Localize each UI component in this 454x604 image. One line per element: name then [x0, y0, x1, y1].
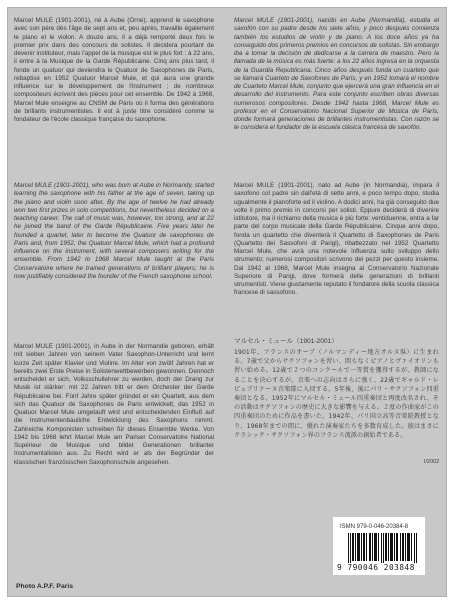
barcode-number: 9 790046 203848: [337, 563, 415, 572]
barcode-bars: [348, 533, 418, 563]
ismn-label: ISMN 979-0-046-20384-8: [340, 524, 409, 530]
bio-german: Marcel MULE (1901-2001), in Aube in der Normandie geboren, erhält mit sieben Jahren von seinem Vater Saxophon-Unterricht und lernt kurze Zeit später Klavier und Violine. Im Alter von zwölf Jahren hat er bereits zwei Erste Preise in Solistenwettbewerben gewonnen. Dennoch entscheidet er sich, Volksschullehrer zu werden, doch der Drang zur Musik ist stärker: mit 22 Jahren tritt er dem Orchester der Garde Républicaine bei. Fünf Jahre später gründet er ein Quartett, aus dem sich das Quatuor de Saxophones de Paris entwickelt, das 1952 in Quatuor Marcel Mule umgetauft wird und entscheidenden Einfluß auf die Instrumentenbauliche Entwicklung des Saxophons nimmt. Zahlreiche Komponisten schreiben für dieses Ensemble Werke. Von 1942 bis 1968 lehrt Marcel Mule am Pariser Conservatoire National Supérieur de Musique und bildet Generationen brillanter Instrumentalisten aus. Zu Recht wird er als der Begründer der klassischen französischen Saxophonschule angesehen.: [14, 343, 214, 466]
bio-italian: Marcel MULE (1901-2001), nato ad Aube (in Normandia), impara il saxofono col padre sin dall'età di sette anni, e poco tempo dopo, studia ugualmente il pianoforte ed il violino. A dodici anni, ha già conseguito due volte il primo premio in concorsi per solisti. Eppure deciderà di divenire istitutore, ma il richiamo della musica è più forte: ventiduenne, entra a far parte del corpo musicale della Garde Républicaine. Cinque anni dopo, fonda un quartetto che diventerà il Quartetto di Saxophones de Paris (Quartetto dei Sassofoni di Parigi), ribattezzato nel 1952 Quartetto Marcel Mule, che avrà una notevole influenza sullo sviluppo dello strumento; numerosi compositori scrivono dei pezzi per questo insieme. Dal 1942 al 1968, Marcel Mule insegna al Conservatorio Nazionale Superiore di Parigi, dove formerà delle generazioni di brillanti strumentisti. Viene giustamente reputato il fondatore della scuola classica francese di sassofono.: [234, 182, 439, 297]
bio-french: Marcel MULE (1901-2001), né à Aube (Orne), apprend le saxophone avec son père dès l'âge de sept ans et, peu après, travaille également le piano et le violon. A douze ans, il a déjà remporté deux fois le premier prix dans des concours de solistes. Il décidera pourtant de devenir instituteur, mais l'appel de la musique est le plus fort : à 22 ans, il entre à la Musique de la Garde Républicaine. Cinq ans plus tard, il fonde un quatuor qui deviendra le Quatuor de Saxophones de Paris, rebaptisé en 1952 Quatuor Marcel Mule, et qui aura une grande influence sur le développement de l'instrument ; de nombreux compositeurs écrivent des pièces pour cet ensemble. De 1942 à 1968, Marcel Mule enseigne au CNSM de Paris où il forma des générations de brillants instrumentistes. Il est à juste titre considéré comme le fondateur de l'école classique française du saxophone.: [14, 17, 214, 123]
back-cover-page: [7, 7, 447, 597]
bio-spanish: Marcel MULE (1901-2001), nacido en Aube (Normandía), estudia el saxofón con su padre desde los siete años, y poco después comienza también los estudios de violín y de piano. A los doce años ya ha conseguido dos primeros premios en concursos de solistas. Sin embargo iba a tomar la decisión de dedicarse a la carrera de maestro. Pero la llamada de la música es más fuerte: a los 22 años ingresa en la orquesta de la Guardia Republicana. Cinco años después funda un cuarteto que se llamará Cuarteto de Saxofones de París, y en 1952 tomará el nombre de Cuarteto Marcel Mule, conjunto que ejercerá una gran influencia en el desarrollo del instrumento. Para este conjunto escriben obras diversas numerosos compositores. Desde 1942 hasta 1968, Marcel Mule es profesor en el Conservatorio Nacional Superior de Música de París, donde formará generaciones de brillantes instrumentistas. Con razón se le considera el fundador de la escuela clásica francesa de saxofón.: [234, 17, 439, 132]
bio-english: Marcel MULE (1901-2001), who was born at Aube in Normandy, started learning the saxophone with his father at the age of seven, taking up the piano and violin soon after. By the age of twelve he had already won two first prizes in solo competitions, but nevertheless decided on a teaching career. The call of music was, however, too strong, and at 22 he joined the band of the Garde Républicaine. Five years later he founded a quartet, later to become the Quatuor de saxophones de Paris and, from 1952, the Quatuor Marcel Mule, which had a profound influence on the instrument, with several composers writing for the ensemble. From 1942 to 1968 Marcel Mule taught at the Paris Conservatoire where he trained generations of brilliant players; he is now justifiably considered the founder of the French saxophone school.: [14, 182, 214, 280]
bio-japanese-title: マルセル・ミュール（1901-2001）: [234, 338, 338, 345]
bio-japanese: 1901年、フランスのオーブ（ノルマンディー地方オルヌ県）に生まれる。7歳で父からサクソフォンを習い、間もなくピアノとヴァイオリンも習い始める。12歳で２つのコンクールで一等賞を獲得するが、教師になることを決心するが、音楽への志向はさらに強く、22歳でギャルド・レピュブリケーヌ音楽隊に入団する。5年後、後にパリ・サクソフォン四重奏団となる、1952年にマルセル・ミュール四重奏団と再度改名され、その活動はサクソフォンの歴史に大きな影響を与える。２度の作曲家がこの四重奏団のために作品を書いた。1942年、パリ国立高等音楽院教授となり、1968年までの間に、優れた演奏家たちを多数育成した。彼はまさにクラシック・サクソフォン界のフランス流派の創始者である。: [234, 349, 439, 439]
photo-credit: Photo A.P.F. Paris: [16, 583, 74, 590]
print-code: I/2002: [424, 459, 440, 465]
